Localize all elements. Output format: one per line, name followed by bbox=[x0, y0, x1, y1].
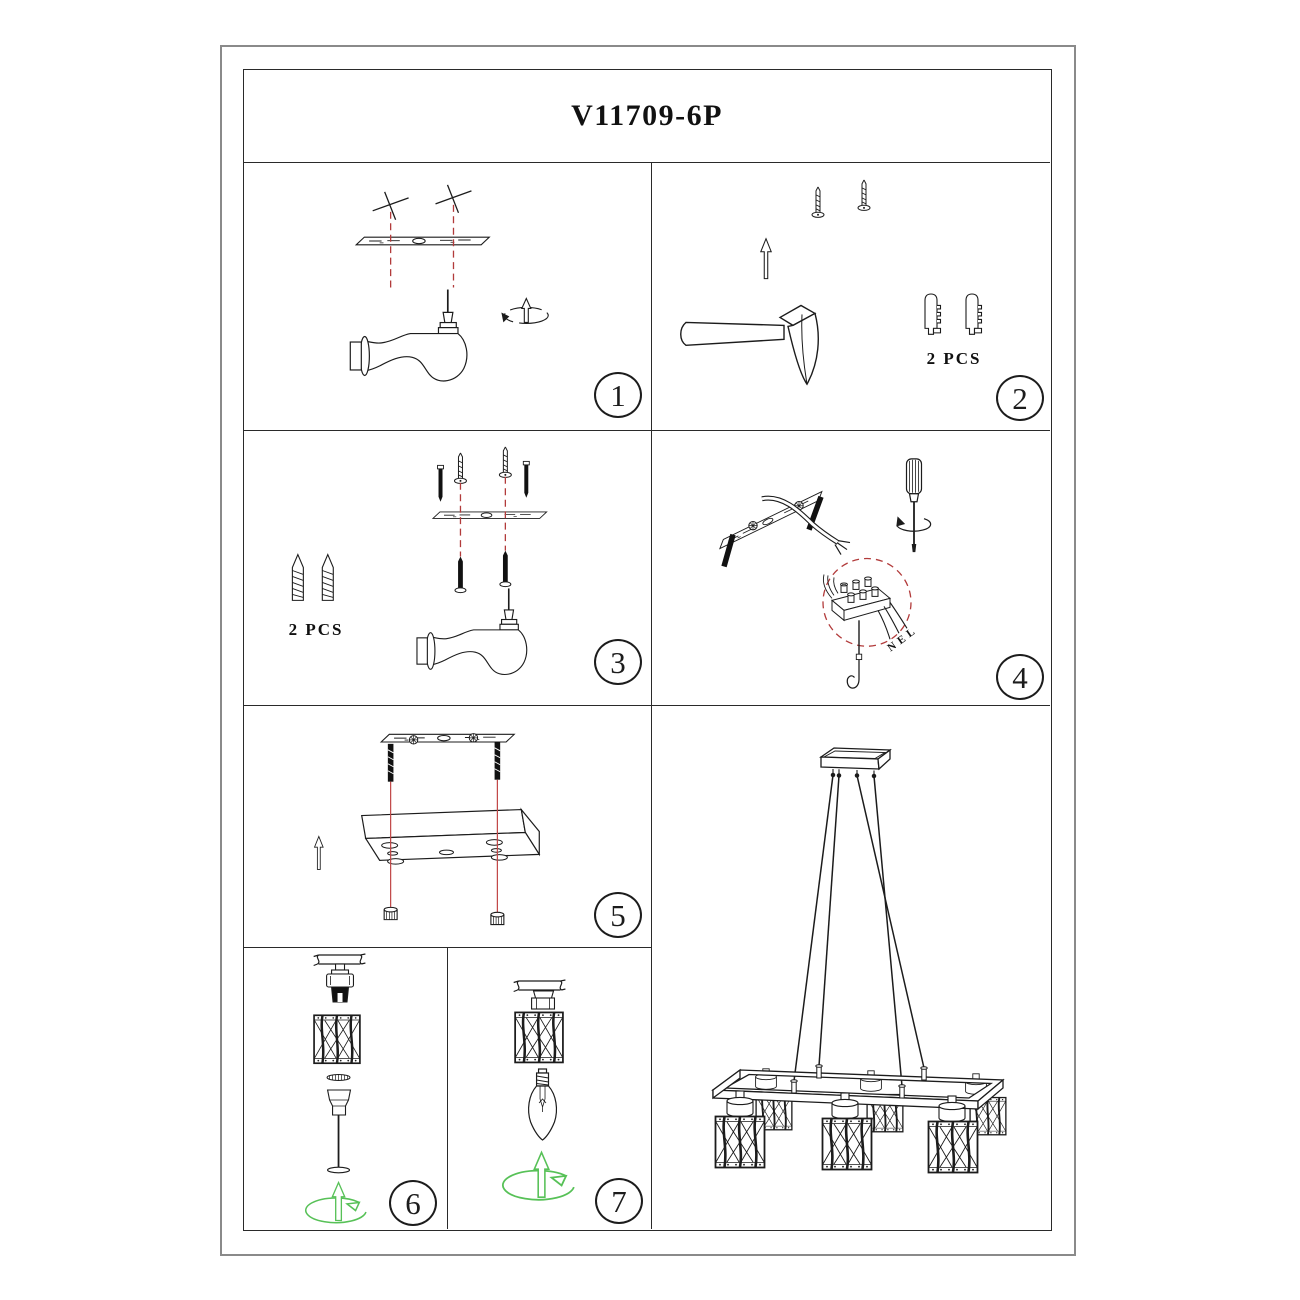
rotation-arrow-icon bbox=[501, 298, 548, 323]
ceiling-canopy bbox=[821, 748, 890, 778]
up-arrow-icon bbox=[315, 836, 324, 869]
rod-finial-disc bbox=[328, 1167, 350, 1173]
candle-bulb-icon bbox=[529, 1069, 557, 1140]
up-arrow-icon bbox=[761, 239, 771, 279]
screw-icon bbox=[322, 555, 333, 601]
terminal-block bbox=[823, 574, 907, 639]
title-box bbox=[244, 70, 1050, 163]
crystal-shade bbox=[515, 1012, 563, 1062]
step-1-badge: 1 bbox=[594, 372, 642, 418]
screw-icon bbox=[455, 557, 466, 593]
incoming-wires bbox=[823, 574, 838, 598]
crystal-shade bbox=[716, 1117, 765, 1168]
lamp-socket bbox=[861, 1071, 882, 1091]
screw-icon bbox=[523, 461, 529, 497]
step-3-drawing bbox=[244, 431, 651, 705]
step-2-badge: 2 bbox=[996, 375, 1044, 421]
wall-plug-icon bbox=[966, 294, 982, 334]
screw-icon bbox=[500, 551, 511, 587]
rod-mount-post bbox=[816, 1065, 822, 1078]
step-4-badge: 4 bbox=[996, 654, 1044, 700]
screw-head-icon bbox=[409, 736, 417, 744]
wire-label-neutral: N bbox=[885, 639, 899, 655]
rod-mount-post bbox=[921, 1067, 927, 1080]
crystal-shade bbox=[823, 1119, 872, 1170]
screw-icon bbox=[292, 555, 303, 601]
hammer-icon bbox=[681, 305, 819, 384]
screw-icon bbox=[499, 447, 511, 477]
panel-step-2 bbox=[652, 163, 1050, 431]
shade-ring bbox=[327, 1075, 350, 1081]
screwdriver-icon bbox=[897, 459, 931, 552]
wire-label-earth: E bbox=[895, 632, 909, 648]
rotate-up-green-icon bbox=[306, 1183, 366, 1223]
lamp-socket bbox=[327, 964, 354, 1002]
hex-nut-icon bbox=[384, 907, 397, 919]
screw-icon bbox=[858, 180, 870, 210]
screw-head-icon bbox=[749, 521, 757, 529]
mounting-bar bbox=[381, 734, 514, 742]
step-6-badge: 6 bbox=[389, 1180, 437, 1226]
panel-step-6 bbox=[244, 948, 448, 1229]
rod-mount-post bbox=[791, 1080, 797, 1093]
threaded-rod-icon bbox=[388, 744, 394, 782]
guide-line-red bbox=[391, 205, 454, 290]
step-4-drawing bbox=[652, 431, 1050, 705]
panel-step-3 bbox=[244, 431, 652, 706]
wall-plug-icon bbox=[925, 294, 941, 334]
panel-assembled-fixture bbox=[652, 706, 1050, 1229]
panel-step-1 bbox=[244, 163, 652, 431]
hex-nut-icon bbox=[491, 912, 504, 924]
drill-icon bbox=[350, 290, 467, 381]
suspension-rods bbox=[794, 775, 924, 1086]
mounting-bar bbox=[433, 512, 547, 519]
lamp-socket bbox=[532, 991, 555, 1009]
drill-icon bbox=[417, 588, 527, 674]
drill-mark-x-icon bbox=[373, 185, 472, 220]
screw-icon bbox=[454, 453, 466, 483]
step-5-drawing bbox=[244, 706, 651, 947]
socket-cover bbox=[328, 1090, 351, 1115]
panel-step-7 bbox=[448, 948, 652, 1229]
sheet-outer-border bbox=[220, 45, 1076, 1256]
step-2-drawing bbox=[652, 163, 1050, 430]
rod-mount-post bbox=[899, 1085, 905, 1098]
canopy-box bbox=[362, 810, 540, 865]
step-1-drawing bbox=[244, 163, 651, 430]
wire-label-live: L bbox=[904, 625, 918, 641]
crystal-shade bbox=[929, 1122, 978, 1173]
step-7-badge: 7 bbox=[595, 1178, 643, 1224]
step-5-badge: 5 bbox=[594, 892, 642, 938]
ceiling-hook-icon bbox=[847, 654, 861, 688]
mounting-bar bbox=[356, 237, 489, 245]
frame-section bbox=[514, 980, 566, 992]
threaded-rod-icon bbox=[495, 742, 501, 780]
assembled-chandelier-drawing bbox=[652, 706, 1050, 1229]
panel-step-5 bbox=[244, 706, 652, 948]
screw-head-icon bbox=[469, 734, 477, 742]
screw-icon bbox=[438, 465, 444, 501]
quantity-label: 2 PCS bbox=[288, 620, 344, 639]
screw-icon bbox=[812, 187, 824, 217]
crystal-shade bbox=[314, 1015, 360, 1063]
rotate-up-green-icon bbox=[503, 1152, 574, 1199]
step-3-badge: 3 bbox=[594, 639, 642, 685]
page-title: V11709-6P bbox=[571, 99, 723, 132]
quantity-label: 2 PCS bbox=[926, 349, 982, 368]
panel-step-4 bbox=[652, 431, 1050, 706]
sheet-inner-border bbox=[243, 69, 1052, 1231]
